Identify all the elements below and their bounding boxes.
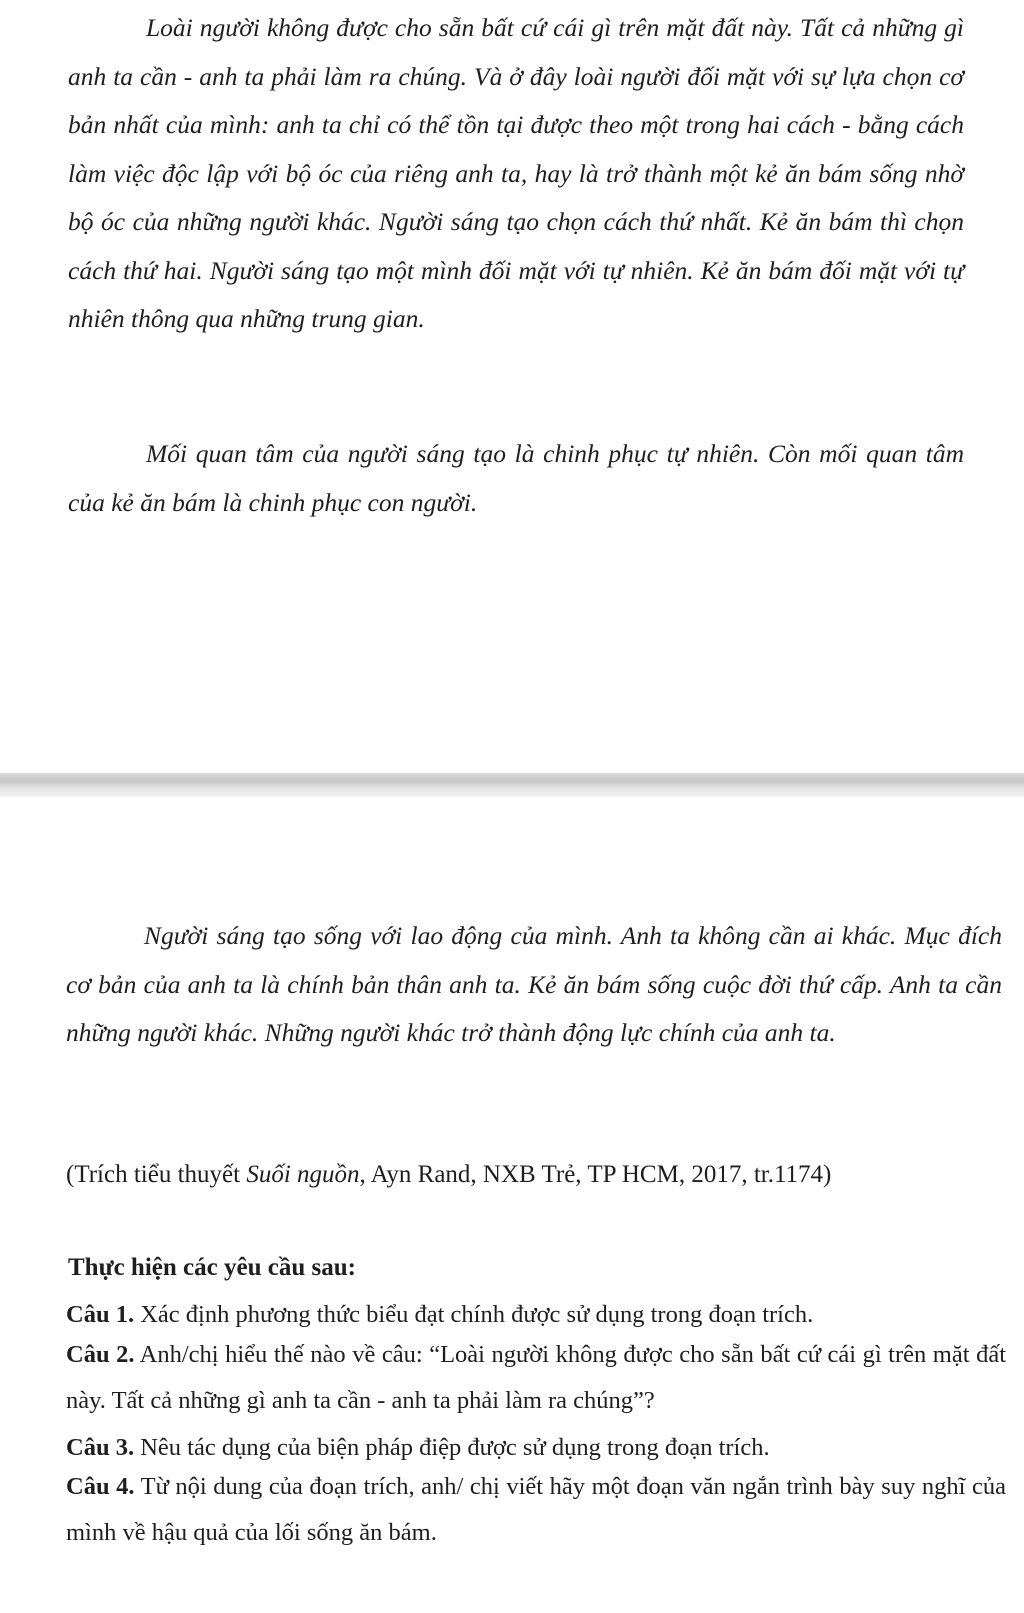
excerpt-paragraph-1: Loài người không được cho sẵn bất cứ cái gì trên mặt đất này. Tất cả những gì anh ta cần - anh ta phải làm ra chúng. Và ở đây loài người đối mặt với sự lựa chọn cơ bản nhất của mình: anh ta chỉ có thể tồn tại được theo một trong hai cách - bằng cách làm việc độc lập với bộ óc của riêng anh ta, hay là trở thành một kẻ ăn bám sống nhờ bộ óc của những người khác. Người sáng tạo chọn cách thứ nhất. Kẻ ăn bám thì chọn cách thứ hai. Người sáng tạo một mình đối mặt với tự nhiên. Kẻ ăn bám đối mặt với tự nhiên thông qua những trung gian. bbox=[68, 13, 964, 333]
page-break-divider bbox=[0, 773, 1024, 797]
citation-book-title: Suối nguồn bbox=[246, 1161, 360, 1188]
question-text: Xác định phương thức biểu đạt chính được sử dụng trong đoạn trích. bbox=[134, 1301, 814, 1328]
excerpt-paragraph-2: Mối quan tâm của người sáng tạo là chinh phục tự nhiên. Còn mối quan tâm của kẻ ăn bám là chinh phục con người. bbox=[68, 439, 964, 517]
citation-prefix: (Trích tiểu thuyết bbox=[66, 1161, 247, 1188]
question-text: Anh/chị hiểu thế nào về câu: “Loài người không được cho sẵn bất cứ cái gì trên mặt đất này. Tất cả những gì anh ta cần - anh ta phải làm ra chúng”? bbox=[66, 1341, 1006, 1414]
page-bottom-section bbox=[0, 800, 1024, 1613]
tasks-heading: Thực hiện các yêu cầu sau: bbox=[68, 1254, 356, 1281]
question-label: Câu 2. bbox=[66, 1341, 135, 1368]
page-top-section bbox=[0, 0, 1024, 770]
question-4 bbox=[66, 1464, 1006, 1556]
question-text: Từ nội dung của đoạn trích, anh/ chị viết hãy một đoạn văn ngắn trình bày suy nghĩ của mình về hậu quả của lối sống ăn bám. bbox=[66, 1473, 1006, 1546]
question-label: Câu 1. bbox=[66, 1301, 135, 1328]
question-text: Nêu tác dụng của biện pháp điệp được sử dụng trong đoạn trích. bbox=[134, 1434, 770, 1461]
excerpt-paragraph-3: Người sáng tạo sống với lao động của mình. Anh ta không cần ai khác. Mục đích cơ bản của anh ta là chính bản thân anh ta. Kẻ ăn bám sống cuộc đời thứ cấp. Anh ta cần những người khác. Những người khác trở thành động lực chính của anh ta. bbox=[66, 921, 1002, 1047]
citation-suffix: , Ayn Rand, NXB Trẻ, TP HCM, 2017, tr.1174) bbox=[359, 1161, 832, 1188]
question-label: Câu 4. bbox=[66, 1473, 135, 1500]
source-citation bbox=[66, 1155, 831, 1195]
question-label: Câu 3. bbox=[66, 1434, 135, 1461]
question-2 bbox=[66, 1332, 1006, 1424]
